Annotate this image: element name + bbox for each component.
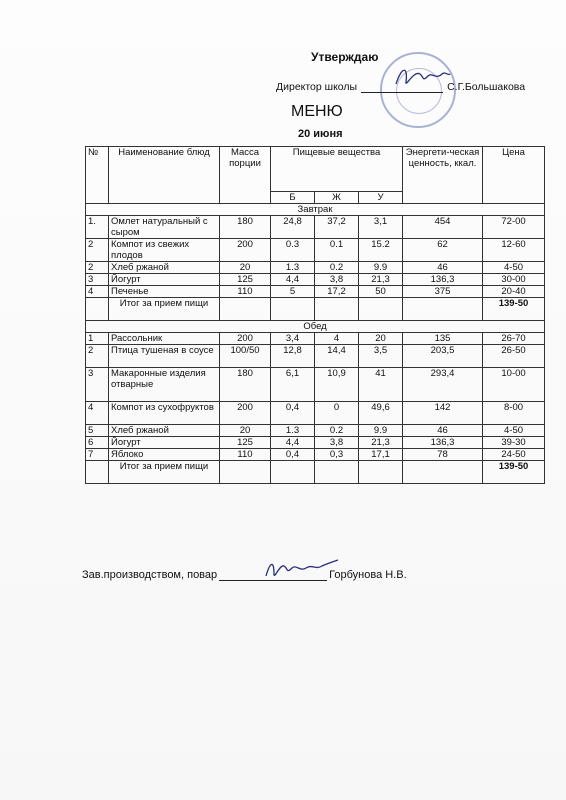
cell-price: 72-00	[483, 216, 545, 239]
cell-price: 24-50	[483, 449, 545, 461]
cell-protein: 12,8	[271, 345, 315, 368]
table-row	[86, 262, 545, 274]
footer-label: Зав.производством, повар	[82, 569, 218, 581]
cell-carbs: 9.9	[359, 425, 403, 437]
cell-dish: Омлет натуральный с сыром	[109, 216, 220, 239]
cell-carbs: 41	[359, 368, 403, 402]
cell-mass: 200	[220, 239, 271, 262]
cell-carbs: 20	[359, 333, 403, 345]
header-price: Цена	[483, 147, 545, 204]
table-row	[86, 239, 545, 262]
cell-protein: 0,4	[271, 402, 315, 425]
cell-mass: 125	[220, 274, 271, 286]
cell-price: 26-50	[483, 345, 545, 368]
table-row	[86, 437, 545, 449]
cell-mass: 180	[220, 216, 271, 239]
total-label: Итог за прием пищи	[109, 298, 220, 321]
cell-energy: 62	[403, 239, 483, 262]
header-num: №	[86, 147, 109, 204]
header-protein: Б	[271, 192, 315, 204]
header-energy: Энергети-ческая ценность, ккал.	[403, 147, 483, 204]
cell-carbs: 21,3	[359, 274, 403, 286]
director-name: С.Г.Большакова	[447, 81, 526, 93]
cell-fat: 10,9	[315, 368, 359, 402]
menu-table-body	[86, 204, 545, 484]
cell-protein: 3,4	[271, 333, 315, 345]
total-price: 139-50	[483, 461, 545, 484]
cell-dish: Компот из свежих плодов	[109, 239, 220, 262]
cell-price: 12-60	[483, 239, 545, 262]
section-title: Завтрак	[86, 204, 545, 216]
page-title: МЕНЮ	[291, 103, 343, 120]
table-row	[86, 333, 545, 345]
cell-energy: 135	[403, 333, 483, 345]
cell-num: 1.	[86, 216, 109, 239]
total-empty	[220, 298, 271, 321]
cell-dish: Йогурт	[109, 437, 220, 449]
cell-fat: 14,4	[315, 345, 359, 368]
cell-fat: 0	[315, 402, 359, 425]
cell-num: 4	[86, 402, 109, 425]
cell-num: 3	[86, 274, 109, 286]
cell-fat: 0.2	[315, 425, 359, 437]
cell-num: 2	[86, 262, 109, 274]
cell-dish: Хлеб ржаной	[109, 425, 220, 437]
table-row	[86, 216, 545, 239]
menu-table	[85, 146, 545, 484]
cell-fat: 0.1	[315, 239, 359, 262]
cell-num: 3	[86, 368, 109, 402]
total-empty	[271, 461, 315, 484]
cell-dish: Печенье	[109, 286, 220, 298]
menu-date: 20 июня	[298, 128, 343, 140]
cell-num: 6	[86, 437, 109, 449]
cell-num: 2	[86, 345, 109, 368]
cell-energy: 78	[403, 449, 483, 461]
cell-carbs: 15.2	[359, 239, 403, 262]
cell-carbs: 3,5	[359, 345, 403, 368]
cell-mass: 110	[220, 286, 271, 298]
cell-carbs: 49,6	[359, 402, 403, 425]
cell-mass: 100/50	[220, 345, 271, 368]
cell-protein: 4,4	[271, 274, 315, 286]
director-signature-line	[361, 92, 443, 93]
cell-num: 2	[86, 239, 109, 262]
cell-dish: Хлеб ржаной	[109, 262, 220, 274]
total-empty	[220, 461, 271, 484]
table-row	[86, 402, 545, 425]
approval-heading: Утверждаю	[311, 50, 379, 64]
cell-protein: 0,4	[271, 449, 315, 461]
cell-price: 4-50	[483, 262, 545, 274]
cell-carbs: 9.9	[359, 262, 403, 274]
table-row	[86, 274, 545, 286]
table-row	[86, 368, 545, 402]
cell-protein: 5	[271, 286, 315, 298]
cell-num: 7	[86, 449, 109, 461]
table-row	[86, 425, 545, 437]
header-name: Наименование блюд	[109, 147, 220, 204]
cell-dish: Яблоко	[109, 449, 220, 461]
cell-protein: 0.3	[271, 239, 315, 262]
footer-signature-line	[219, 580, 327, 581]
cell-mass: 20	[220, 262, 271, 274]
cell-mass: 200	[220, 333, 271, 345]
cell-fat: 3,8	[315, 437, 359, 449]
cell-mass: 110	[220, 449, 271, 461]
total-empty	[315, 298, 359, 321]
cell-mass: 125	[220, 437, 271, 449]
director-label: Директор школы	[276, 81, 358, 93]
cell-protein: 1.3	[271, 425, 315, 437]
total-row	[86, 461, 545, 484]
total-empty	[86, 461, 109, 484]
cell-energy: 375	[403, 286, 483, 298]
total-empty	[86, 298, 109, 321]
section-row	[86, 204, 545, 216]
cell-price: 4-50	[483, 425, 545, 437]
table-row	[86, 449, 545, 461]
cell-energy: 142	[403, 402, 483, 425]
total-empty	[403, 461, 483, 484]
cell-carbs: 17,1	[359, 449, 403, 461]
cell-carbs: 21,3	[359, 437, 403, 449]
total-price: 139-50	[483, 298, 545, 321]
cell-protein: 6,1	[271, 368, 315, 402]
cell-energy: 46	[403, 425, 483, 437]
cell-fat: 17,2	[315, 286, 359, 298]
cell-num: 5	[86, 425, 109, 437]
cell-energy: 293,4	[403, 368, 483, 402]
cell-protein: 4,4	[271, 437, 315, 449]
footer-name: Горбунова Н.В.	[329, 569, 407, 581]
total-empty	[271, 298, 315, 321]
table-row	[86, 286, 545, 298]
cell-num: 4	[86, 286, 109, 298]
cell-protein: 1.3	[271, 262, 315, 274]
cell-energy: 46	[403, 262, 483, 274]
header-fat: Ж	[315, 192, 359, 204]
cell-mass: 20	[220, 425, 271, 437]
cell-fat: 37,2	[315, 216, 359, 239]
cell-price: 39-30	[483, 437, 545, 449]
total-empty	[403, 298, 483, 321]
total-empty	[359, 298, 403, 321]
cell-price: 20-40	[483, 286, 545, 298]
section-title: Обед	[86, 321, 545, 333]
cell-mass: 200	[220, 402, 271, 425]
table-row	[86, 345, 545, 368]
cell-dish: Рассольник	[109, 333, 220, 345]
cell-energy: 203,5	[403, 345, 483, 368]
cell-energy: 136,3	[403, 274, 483, 286]
cell-fat: 0.2	[315, 262, 359, 274]
cell-energy: 136,3	[403, 437, 483, 449]
cell-mass: 180	[220, 368, 271, 402]
total-label: Итог за прием пищи	[109, 461, 220, 484]
total-empty	[359, 461, 403, 484]
director-line	[276, 81, 525, 93]
cell-carbs: 3,1	[359, 216, 403, 239]
total-empty	[315, 461, 359, 484]
cell-fat: 0,3	[315, 449, 359, 461]
cell-price: 30-00	[483, 274, 545, 286]
cell-price: 26-70	[483, 333, 545, 345]
cell-dish: Йогурт	[109, 274, 220, 286]
cell-num: 1	[86, 333, 109, 345]
header-nutrients: Пищевые вещества	[271, 147, 403, 192]
footer-line	[82, 569, 407, 581]
cell-dish: Компот из сухофруктов	[109, 402, 220, 425]
header-carbs: У	[359, 192, 403, 204]
cell-price: 8-00	[483, 402, 545, 425]
cell-carbs: 50	[359, 286, 403, 298]
cell-energy: 454	[403, 216, 483, 239]
cell-dish: Птица тушеная в соусе	[109, 345, 220, 368]
cell-protein: 24,8	[271, 216, 315, 239]
section-row	[86, 321, 545, 333]
total-row	[86, 298, 545, 321]
cell-price: 10-00	[483, 368, 545, 402]
header-mass: Масса порции	[220, 147, 271, 204]
cell-fat: 3,8	[315, 274, 359, 286]
cell-fat: 4	[315, 333, 359, 345]
cell-dish: Макаронные изделия отварные	[109, 368, 220, 402]
